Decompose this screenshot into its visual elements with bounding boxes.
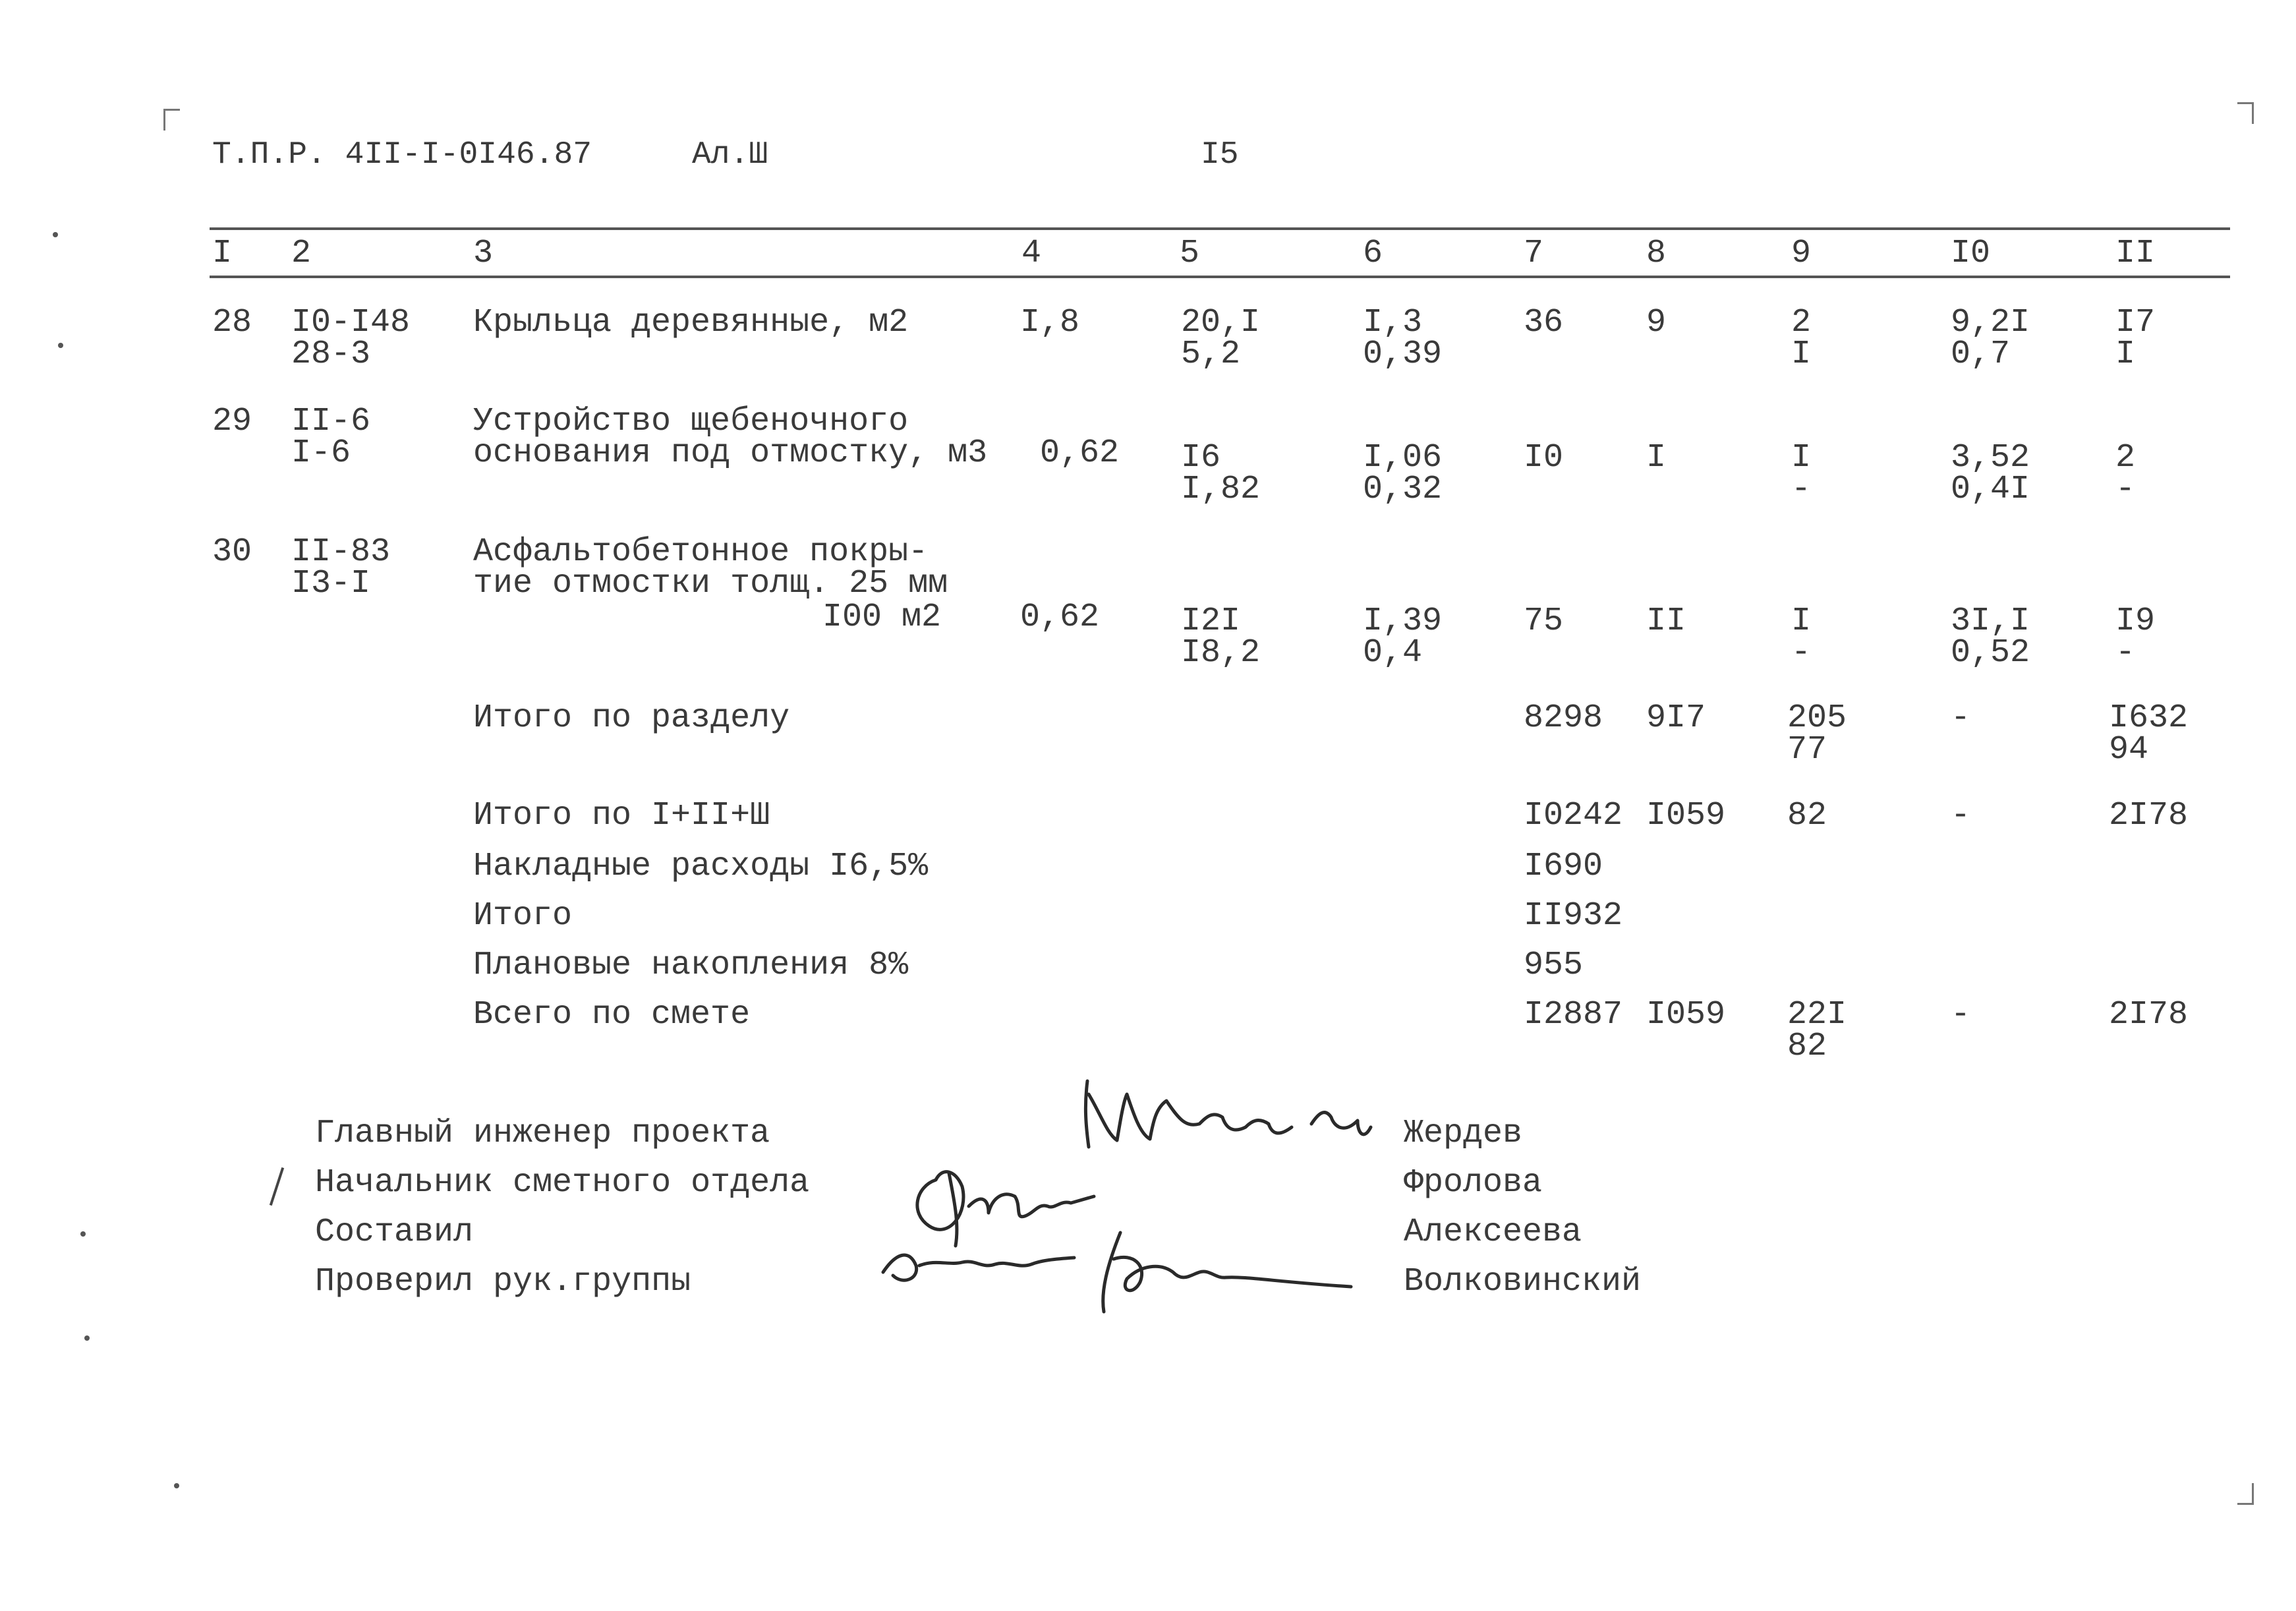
total-col7: I2887 — [1524, 996, 1623, 1034]
row-col5: 20,I — [1181, 304, 1261, 341]
signature-name: Алексеева — [1404, 1214, 1582, 1251]
row-name: I00 м2 — [822, 599, 942, 636]
col-header-6: 6 — [1363, 235, 1383, 272]
col-header-3: 3 — [473, 235, 494, 272]
corner-mark-top-left — [163, 109, 180, 131]
total-label: Итого по разделу — [473, 699, 790, 737]
total-col9: 205 — [1787, 699, 1847, 737]
row-col10: 9,2I — [1951, 304, 2030, 341]
col-header-11: II — [2115, 235, 2156, 272]
page-number: I5 — [1201, 137, 1239, 173]
signature-role: Проверил рук.группы — [315, 1263, 691, 1301]
row-col10: 3I,I — [1951, 602, 2030, 640]
document-id: Т.П.Р. 4II-I-0I46.87 — [212, 137, 592, 173]
row-col10: 0,52 — [1951, 634, 2030, 672]
signature-role: Главный инженер проекта — [315, 1115, 770, 1152]
total-col9: 82 — [1787, 1028, 1827, 1065]
total-label: Итого — [473, 897, 573, 935]
scan-speck — [174, 1483, 179, 1488]
total-col9: 22I — [1787, 996, 1847, 1034]
row-qty: 0,62 — [1040, 434, 1120, 472]
col-header-10: I0 — [1951, 235, 1991, 272]
total-col8: 9I7 — [1646, 699, 1706, 737]
signature-role: Составил — [315, 1214, 474, 1251]
row-name: тие отмостки толщ. 25 мм — [473, 565, 948, 602]
row-col11: - — [2115, 634, 2136, 672]
signature-name: Фролова — [1404, 1164, 1543, 1202]
row-name: Устройство щебеночного — [473, 403, 909, 440]
total-col7: II932 — [1524, 897, 1623, 935]
row-col9: I — [1791, 602, 1812, 640]
total-label: Накладные расходы I6,5% — [473, 848, 929, 885]
scan-speck — [80, 1231, 86, 1237]
row-col7: 36 — [1524, 304, 1564, 341]
row-col11: I9 — [2115, 602, 2156, 640]
row-col9: - — [1791, 634, 1812, 672]
row-col8: I — [1646, 439, 1667, 477]
row-col5: I,82 — [1181, 471, 1261, 508]
row-code: I-6 — [291, 434, 351, 472]
row-name: Асфальтобетонное покры- — [473, 533, 929, 571]
row-col6: 0,4 — [1363, 634, 1423, 672]
signature-role: Начальник сметного отдела — [315, 1164, 810, 1202]
row-col7: I0 — [1524, 439, 1564, 477]
row-col5: 5,2 — [1181, 336, 1241, 373]
row-col8: II — [1646, 602, 1686, 640]
total-col9: 82 — [1787, 797, 1827, 835]
row-col5: I6 — [1181, 439, 1221, 477]
row-code: II-6 — [291, 403, 371, 440]
total-label: Итого по I+II+Ш — [473, 797, 770, 835]
row-col10: 3,52 — [1951, 439, 2030, 477]
row-code: II-83 — [291, 533, 391, 571]
total-col11: I632 — [2109, 699, 2189, 737]
total-col8: I059 — [1646, 797, 1726, 835]
margin-slash — [270, 1167, 284, 1206]
row-col7: 75 — [1524, 602, 1564, 640]
row-col9: 2 — [1791, 304, 1812, 341]
row-col11: - — [2115, 471, 2136, 508]
row-col9: I — [1791, 439, 1812, 477]
col-header-5: 5 — [1180, 235, 1200, 272]
row-col11: I7 — [2115, 304, 2156, 341]
row-col6: 0,39 — [1363, 336, 1443, 373]
col-header-8: 8 — [1646, 235, 1667, 272]
row-col5: I8,2 — [1181, 634, 1261, 672]
total-label: Плановые накопления 8% — [473, 947, 909, 984]
handwritten-signatures — [857, 1055, 1423, 1332]
signature-name: Жердев — [1404, 1115, 1523, 1152]
corner-mark-bottom-right — [2237, 1483, 2254, 1505]
total-col7: 955 — [1524, 947, 1584, 984]
row-number: 28 — [212, 304, 252, 341]
row-col6: I,39 — [1363, 602, 1443, 640]
row-col9: I — [1791, 336, 1812, 373]
row-col9: - — [1791, 471, 1812, 508]
row-col10: 0,4I — [1951, 471, 2030, 508]
row-col11: 2 — [2115, 439, 2136, 477]
total-label: Всего по смете — [473, 996, 751, 1034]
row-col5: I2I — [1181, 602, 1241, 640]
col-header-7: 7 — [1524, 235, 1544, 272]
corner-mark-top-right — [2237, 102, 2254, 124]
row-qty: I,8 — [1020, 304, 1080, 341]
scan-speck — [84, 1335, 90, 1341]
total-col11: 2I78 — [2109, 797, 2189, 835]
row-col11: I — [2115, 336, 2136, 373]
row-code: 28-3 — [291, 336, 371, 373]
total-col11: 94 — [2109, 731, 2149, 769]
total-col11: 2I78 — [2109, 996, 2189, 1034]
total-col7: I690 — [1524, 848, 1603, 885]
row-name: Крыльца деревянные, м2 — [473, 304, 909, 341]
scan-speck — [53, 232, 58, 237]
scan-speck — [58, 343, 63, 348]
row-number: 29 — [212, 403, 252, 440]
total-col10: - — [1951, 797, 1971, 835]
col-header-2: 2 — [291, 235, 312, 272]
header-rule-bottom — [210, 276, 2230, 278]
row-number: 30 — [212, 533, 252, 571]
total-col10: - — [1951, 996, 1971, 1034]
header-rule-top — [210, 227, 2230, 230]
total-col9: 77 — [1787, 731, 1827, 769]
album-label: Ал.Ш — [692, 137, 768, 173]
total-col7: I0242 — [1524, 797, 1623, 835]
row-col10: 0,7 — [1951, 336, 2011, 373]
row-qty: 0,62 — [1020, 599, 1100, 636]
total-col7: 8298 — [1524, 699, 1603, 737]
row-col6: 0,32 — [1363, 471, 1443, 508]
row-code: I3-I — [291, 565, 371, 602]
row-name: основания под отмостку, м3 — [473, 434, 988, 472]
col-header-1: I — [212, 235, 233, 272]
col-header-4: 4 — [1021, 235, 1042, 272]
row-col8: 9 — [1646, 304, 1667, 341]
row-col6: I,3 — [1363, 304, 1423, 341]
row-code: I0-I48 — [291, 304, 411, 341]
total-col10: - — [1951, 699, 1971, 737]
signature-name: Волковинский — [1404, 1263, 1642, 1301]
col-header-9: 9 — [1791, 235, 1812, 272]
total-col8: I059 — [1646, 996, 1726, 1034]
row-col6: I,06 — [1363, 439, 1443, 477]
